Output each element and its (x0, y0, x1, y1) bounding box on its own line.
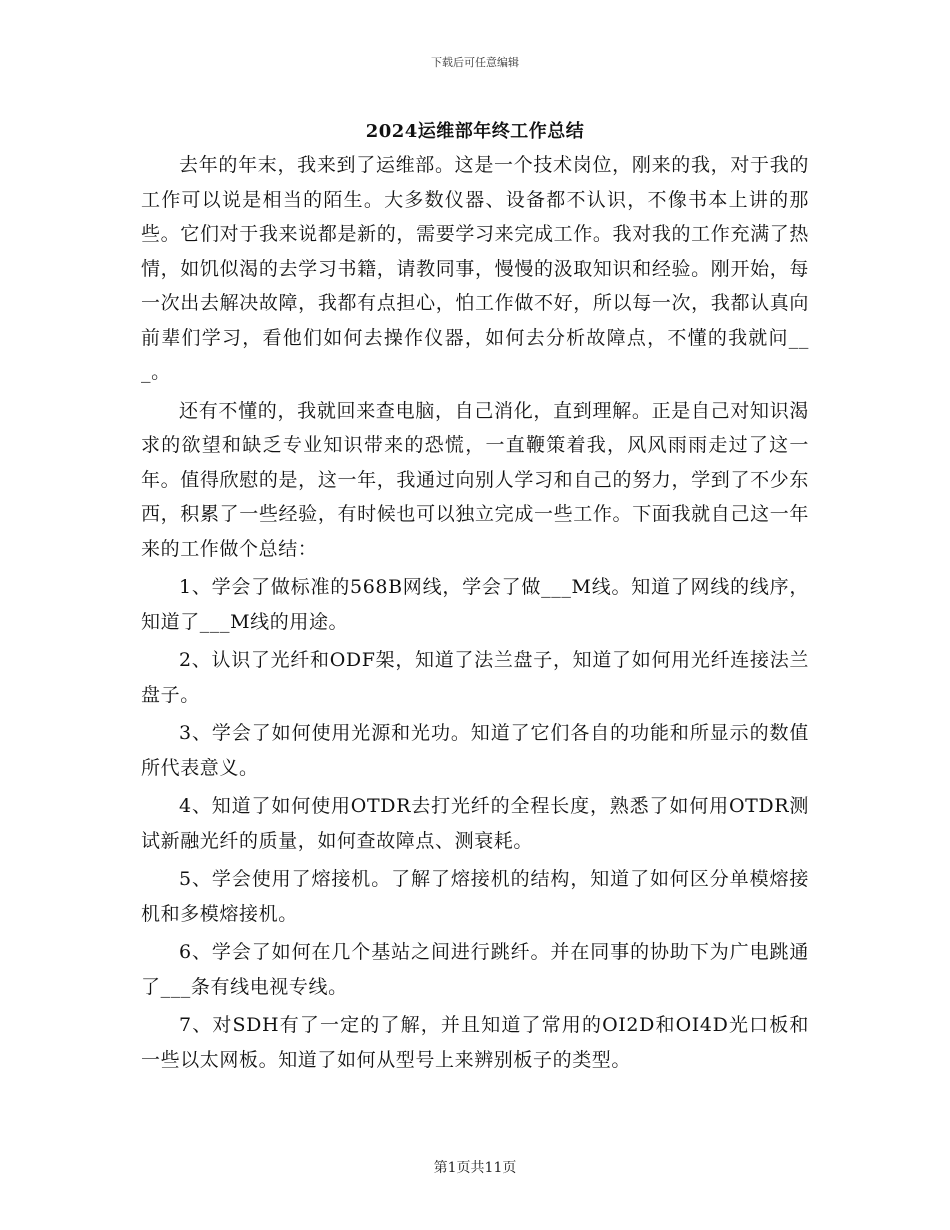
document-title: 2024运维部年终工作总结 (365, 121, 585, 142)
list-item-1: 1、学会了做标准的568B网线，学会了做___M线。知道了网线的线序，知道了___M线的用途。 (141, 576, 809, 633)
list-item-6: 6、学会了如何在几个基站之间进行跳纤。并在同事的协助下为广电跳通了___条有线电视专线。 (141, 941, 809, 998)
paragraph-intro: 去年的年末，我来到了运维部。这是一个技术岗位，刚来的我，对于我的工作可以说是相当的陌生。大多数仪器、设备都不认识，不像书本上讲的那些。它们对于我来说都是新的，需要学习来完成工作。我对我的工作充满了热情，如饥似渴的去学习书籍，请教同事，慢慢的汲取知识和经验。刚开始，每一次出去解决故障，我都有点担心，怕工作做不好，所以每一次，我都认真向前辈们学习，看他们如何去操作仪器，如何去分析故障点，不懂的我就问___。 (141, 154, 809, 383)
document-body (141, 148, 809, 1081)
list-item-4: 4、知道了如何使用OTDR去打光纤的全程长度，熟悉了如何用OTDR测试新融光纤的质量，如何查故障点、测衰耗。 (141, 795, 809, 852)
page-number: 第1页共11页 (433, 1160, 517, 1176)
list-item-2: 2、认识了光纤和ODF架，知道了法兰盘子，知道了如何用光纤连接法兰盘子。 (141, 649, 809, 706)
list-item-3: 3、学会了如何使用光源和光功。知道了它们各自的功能和所显示的数值所代表意义。 (141, 722, 809, 779)
paragraph-learning: 还有不懂的，我就回来查电脑，自己消化，直到理解。正是自己对知识渴求的欲望和缺乏专业知识带来的恐慌，一直鞭策着我，风风雨雨走过了这一年。值得欣慰的是，这一年，我通过向别人学习和自己的努力，学到了不少东西，积累了一些经验，有时候也可以独立完成一些工作。下面我就自己这一年来的工作做个总结： (141, 399, 809, 560)
list-item-5: 5、学会使用了熔接机。了解了熔接机的结构，知道了如何区分单模熔接机和多模熔接机。 (141, 868, 809, 925)
list-item-7: 7、对SDH有了一定的了解，并且知道了常用的OI2D和OI4D光口板和一些以太网板。知道了如何从型号上来辨别板子的类型。 (141, 1014, 809, 1071)
header-note: 下载后可任意编辑 (431, 56, 519, 69)
